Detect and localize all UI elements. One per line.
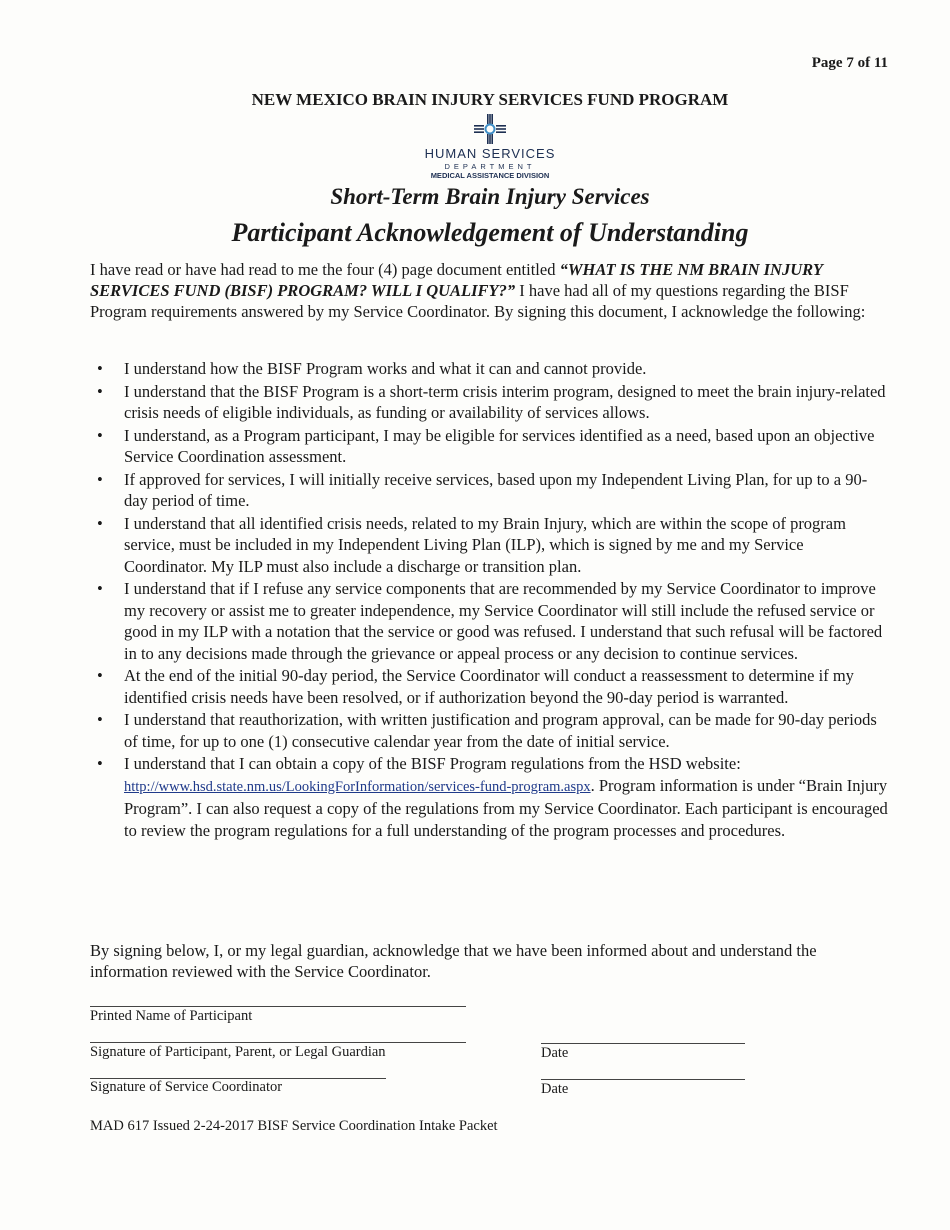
coordinator-date-label: Date bbox=[541, 1081, 569, 1097]
zia-sun-icon bbox=[470, 114, 510, 144]
closing-paragraph: By signing below, I, or my legal guardian, acknowledge that we have been informed about and understand the information reviewed with the Service Coordinator. bbox=[90, 941, 817, 981]
list-item: • I understand that if I refuse any service components that are recommended by my Service Coordinator to improve my recovery or assist me to greater independence, my Service Coordinator will still include the refused service or good in my ILP with a notation that the service or good was refused. I understand that such refusal will be factored in to any decisions made through the grievance or appeal process or any decision to continue services. bbox=[97, 579, 883, 663]
program-title: NEW MEXICO BRAIN INJURY SERVICES FUND PROGRAM bbox=[251, 90, 729, 109]
acknowledgement-list bbox=[90, 358, 890, 842]
page-number: Page 7 of 11 bbox=[811, 55, 888, 71]
list-item: • I understand how the BISF Program works and what it can and cannot provide. bbox=[97, 359, 647, 378]
form-footer: MAD 617 Issued 2-24-2017 BISF Service Coordination Intake Packet bbox=[90, 1118, 498, 1134]
list-item: • I understand that I can obtain a copy of the BISF Program regulations from the HSD website: http://www.hsd.state.nm.us/LookingForInformation/services-fund-program.aspx. Program information is under “Brain Injury Program”. I can also request a copy of the regulations from my Service Coordinator. Each participant is encouraged to review the program regulations for a full understanding of the program processes and procedures. bbox=[97, 754, 888, 840]
coordinator-date-line[interactable] bbox=[541, 1079, 745, 1080]
list-item: • I understand that reauthorization, with written justification and program approval, can be made for 90-day periods of time, for up to one (1) consecutive calendar year from the date of initial service. bbox=[97, 710, 877, 751]
participant-date-label: Date bbox=[541, 1045, 569, 1061]
list-item: • At the end of the initial 90-day period, the Service Coordinator will conduct a reassessment to determine if my identified crisis needs have been resolved, or if authorization beyond the 90-day period is warranted. bbox=[97, 666, 854, 707]
logo-title: HUMAN SERVICES bbox=[424, 146, 556, 161]
hsd-website-link[interactable]: http://www.hsd.state.nm.us/LookingForInformation/services-fund-program.aspx bbox=[124, 778, 591, 795]
printed-name-line[interactable] bbox=[90, 1006, 466, 1007]
document-title: Participant Acknowledgement of Understanding bbox=[231, 218, 749, 247]
logo-division: MEDICAL ASSISTANCE DIVISION bbox=[430, 171, 550, 180]
document-subtitle: Short-Term Brain Injury Services bbox=[330, 184, 650, 209]
coordinator-signature-label: Signature of Service Coordinator bbox=[90, 1079, 283, 1095]
participant-date-line[interactable] bbox=[541, 1043, 745, 1044]
logo-department: DEPARTMENT bbox=[444, 162, 536, 171]
list-item: • If approved for services, I will initially receive services, based upon my Independent Living Plan, for up to a 90-day period of time. bbox=[97, 469, 868, 510]
hsd-logo bbox=[0, 114, 950, 180]
intro-paragraph: I have read or have had read to me the four (4) page document entitled “WHAT IS THE NM BRAIN INJURY SERVICES FUND (BISF) PROGRAM? WILL I QUALIFY?” I have had all of my questions regarding the BISF Program requirements answered by my Service Coordinator. By signing this document, I acknowledge the following: bbox=[90, 260, 866, 321]
participant-signature-line[interactable] bbox=[90, 1042, 466, 1043]
participant-signature-label: Signature of Participant, Parent, or Legal Guardian bbox=[90, 1044, 386, 1060]
list-item: • I understand that all identified crisis needs, related to my Brain Injury, which are within the scope of program service, must be included in my Independent Living Plan (ILP), which is signed by me and my Service Coordinator. My ILP must also include a discharge or transition plan. bbox=[97, 513, 846, 576]
referenced-document-title: “WHAT IS THE NM BRAIN INJURY SERVICES FUND (BISF) PROGRAM? WILL I QUALIFY?” bbox=[90, 260, 823, 300]
list-item: • I understand that the BISF Program is a short-term crisis interim program, designed to meet the brain injury-related crisis needs of eligible individuals, as funding or availability of services allows. bbox=[97, 381, 886, 422]
list-item: • I understand, as a Program participant, I may be eligible for services identified as a need, based upon an objective Service Coordination assessment. bbox=[97, 425, 875, 466]
printed-name-label: Printed Name of Participant bbox=[90, 1008, 253, 1024]
